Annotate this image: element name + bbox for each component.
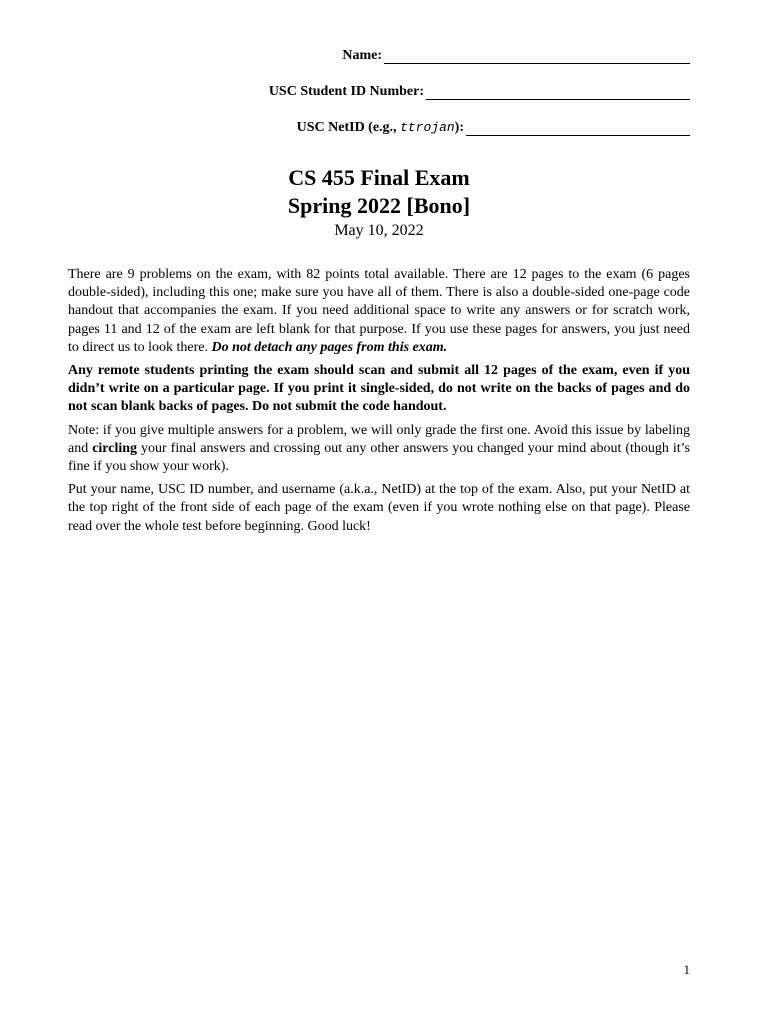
- instructions-paragraph-1: [68, 266, 690, 357]
- netid-field: [297, 120, 690, 136]
- instructions-paragraph-2: Any remote students printing the exam should scan and submit all 12 pages of the exam, even if you didn’t write on a particular page. If you print it single-sided, do not write on the backs of pages and do not scan blank backs of pages. Do not submit the code handout.: [68, 363, 690, 415]
- name-blank-line: [384, 49, 690, 64]
- exam-date: May 10, 2022: [334, 222, 424, 239]
- netid-blank-line: [466, 121, 690, 136]
- course-title: CS 455 Final Exam: [288, 165, 470, 190]
- exam-title-block: [0, 164, 758, 242]
- p3-before: Note: if you give multiple answers for a problem, we will only grade the first one. Avoid this issue by labeling and: [68, 422, 690, 456]
- netid-label-prefix: USC NetID (e.g.,: [296, 120, 401, 135]
- netid-label-suffix: ):: [454, 120, 464, 135]
- p3-bold: circling: [92, 440, 138, 456]
- name-field: [342, 48, 690, 64]
- term-title: Spring 2022 [Bono]: [287, 193, 471, 218]
- netid-example: ttrojan: [400, 120, 455, 135]
- instructions-paragraph-4: Put your name, USC ID number, and username (a.k.a., NetID) at the top of the exam. Also, put your NetID at the top right of the front side of each page of the exam (even if you wrote nothing else on that page). Please read over the whole test before beginning. Good luck!: [68, 482, 690, 534]
- p1-text: There are 9 problems on the exam, with 82 points total available. There are 12 pages to the exam (6 pages double-sided), including this one; make sure you have all of them. There is also a double-sided one-page code handout that accompanies the exam. If you need additional space to write any answers or for scratch work, pages 11 and 12 of the exam are left blank for that purpose. If you use these pages for answers, you just need to direct us to look there.: [68, 267, 690, 355]
- netid-label: [297, 120, 464, 136]
- name-label: Name:: [342, 48, 382, 63]
- student-id-field: [269, 84, 690, 100]
- p3-after: your final answers and crossing out any other answers you changed your mind about (though it’s fine if you show your work).: [68, 440, 690, 475]
- student-id-label: USC Student ID Number:: [268, 84, 424, 99]
- instructions: [68, 266, 690, 541]
- page-number: 1: [683, 962, 690, 977]
- instructions-paragraph-3: [68, 422, 690, 477]
- student-id-blank-line: [426, 85, 690, 100]
- p1-emphasis: Do not detach any pages from this exam.: [211, 339, 448, 355]
